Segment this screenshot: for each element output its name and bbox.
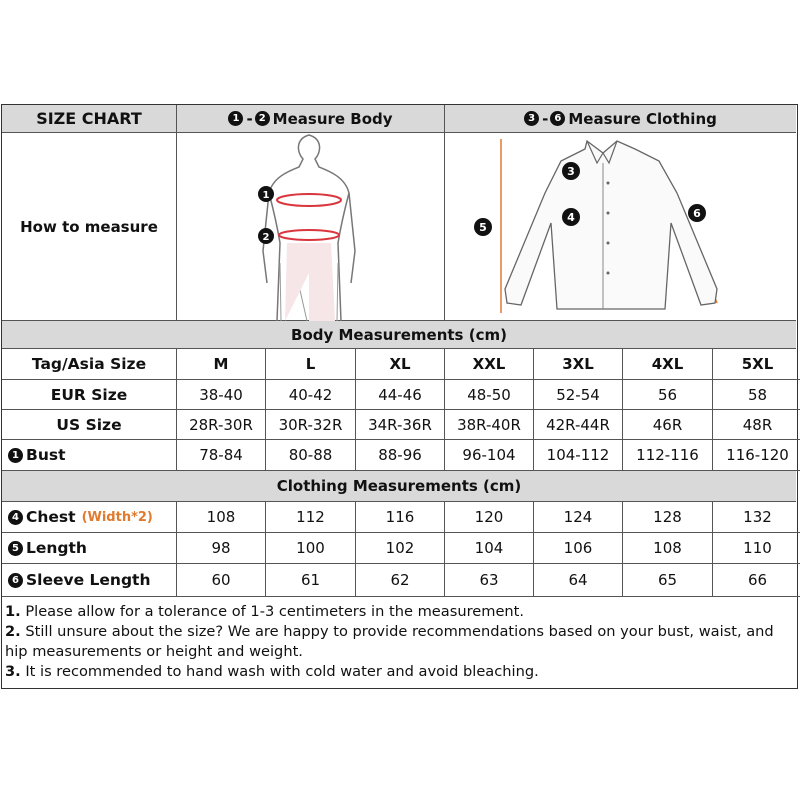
body-cell: 80-88: [266, 440, 356, 471]
clothing-cell: 124: [534, 502, 623, 533]
clothing-cell: 108: [177, 502, 266, 533]
width-note: (Width*2): [81, 509, 153, 525]
size-chart-table: [1, 104, 798, 689]
body-cell: 3XL: [534, 349, 623, 380]
body-row-label-text: EUR Size: [50, 385, 128, 404]
clothing-row-label-text: Chest: [26, 508, 76, 526]
body-row-label-text: Bust: [26, 446, 66, 464]
shirt-illustration-cell: [445, 133, 796, 321]
body-cell: 44-46: [356, 380, 445, 410]
clothing-cell: 65: [623, 564, 713, 597]
body-cell: 96-104: [445, 440, 534, 471]
body-cell: 48R: [713, 410, 800, 440]
body-cell: 78-84: [177, 440, 266, 471]
body-cell: 56: [623, 380, 713, 410]
body-row-label-text: Tag/Asia Size: [31, 355, 147, 373]
clothing-cell: 108: [623, 533, 713, 564]
body-cell: 34R-36R: [356, 410, 445, 440]
marker-5-label: 5: [479, 220, 487, 234]
body-cell: 5XL: [713, 349, 800, 380]
body-cell: 38-40: [177, 380, 266, 410]
body-row-label: [2, 440, 177, 471]
marker-2-label: 2: [262, 231, 270, 243]
clothing-cell: 128: [623, 502, 713, 533]
body-cell: 42R-44R: [534, 410, 623, 440]
note-item: 1. Please allow for a tolerance of 1-3 centimeters in the measurement.: [5, 603, 525, 620]
note-item: 2. Still unsure about the size? We are happy to provide recommendations based on your bust, waist, and hip measurements or height and weight.: [5, 623, 774, 660]
clothing-row-label-text: Sleeve Length: [26, 571, 151, 589]
clothing-row-label: [2, 533, 177, 564]
marker-5-icon: 5: [8, 541, 23, 556]
shirt-illustration: [445, 133, 796, 321]
marker-6-label: 6: [693, 206, 701, 220]
body-cell: M: [177, 349, 266, 380]
body-cell: 40-42: [266, 380, 356, 410]
size-chart-title: SIZE CHART: [2, 105, 177, 133]
clothing-cell: 62: [356, 564, 445, 597]
body-cell: 38R-40R: [445, 410, 534, 440]
clothing-cell: 66: [713, 564, 800, 597]
marker-3-icon: 3: [524, 111, 539, 126]
body-row-label-text: US Size: [56, 415, 122, 434]
body-measurements-title: Body Measurements (cm): [2, 321, 796, 349]
body-cell: 112-116: [623, 440, 713, 471]
clothing-cell: 98: [177, 533, 266, 564]
marker-1-icon: 1: [8, 448, 23, 463]
marker-6-icon: 6: [550, 111, 565, 126]
body-row-label: [2, 410, 177, 440]
measure-body-label: Measure Body: [272, 109, 393, 128]
marker-3-label: 3: [567, 164, 575, 178]
body-cell: 58: [713, 380, 800, 410]
body-cell: 4XL: [623, 349, 713, 380]
clothing-row-label: [2, 502, 177, 533]
marker-1-icon: 1: [228, 111, 243, 126]
body-illustration-cell: [177, 133, 445, 321]
clothing-cell: 102: [356, 533, 445, 564]
clothing-cell: 100: [266, 533, 356, 564]
clothing-cell: 60: [177, 564, 266, 597]
body-cell: XL: [356, 349, 445, 380]
body-cell: 28R-30R: [177, 410, 266, 440]
marker-1-label: 1: [262, 189, 270, 201]
clothing-cell: 104: [445, 533, 534, 564]
notes-section: [2, 599, 797, 688]
note-item: 3. It is recommended to hand wash with cold water and avoid bleaching.: [5, 663, 539, 680]
measure-clothing-heading: 3 - 6 Measure Clothing: [445, 105, 796, 133]
clothing-cell: 61: [266, 564, 356, 597]
clothing-cell: 110: [713, 533, 800, 564]
body-cell: 48-50: [445, 380, 534, 410]
body-cell: 46R: [623, 410, 713, 440]
body-cell: L: [266, 349, 356, 380]
body-cell: 30R-32R: [266, 410, 356, 440]
clothing-measurements-title: Clothing Measurements (cm): [2, 471, 796, 502]
body-row-label: [2, 349, 177, 380]
body-cell: 104-112: [534, 440, 623, 471]
body-cell: 116-120: [713, 440, 800, 471]
body-row-label: [2, 380, 177, 410]
clothing-row-label: [2, 564, 177, 597]
measure-body-heading: 1 - 2 Measure Body: [177, 105, 445, 133]
body-cell: 52-54: [534, 380, 623, 410]
clothing-cell: 106: [534, 533, 623, 564]
body-cell: XXL: [445, 349, 534, 380]
clothing-cell: 132: [713, 502, 800, 533]
body-cell: 88-96: [356, 440, 445, 471]
how-to-measure-label: How to measure: [2, 133, 177, 321]
clothing-row-label-text: Length: [26, 539, 87, 557]
clothing-cell: 63: [445, 564, 534, 597]
marker-4-icon: 4: [8, 510, 23, 525]
clothing-cell: 116: [356, 502, 445, 533]
clothing-cell: 64: [534, 564, 623, 597]
marker-6-icon: 6: [8, 573, 23, 588]
measure-clothing-label: Measure Clothing: [568, 109, 717, 128]
marker-4-label: 4: [567, 210, 575, 224]
marker-2-icon: 2: [255, 111, 270, 126]
body-figure-illustration: [177, 133, 444, 321]
clothing-cell: 120: [445, 502, 534, 533]
clothing-cell: 112: [266, 502, 356, 533]
